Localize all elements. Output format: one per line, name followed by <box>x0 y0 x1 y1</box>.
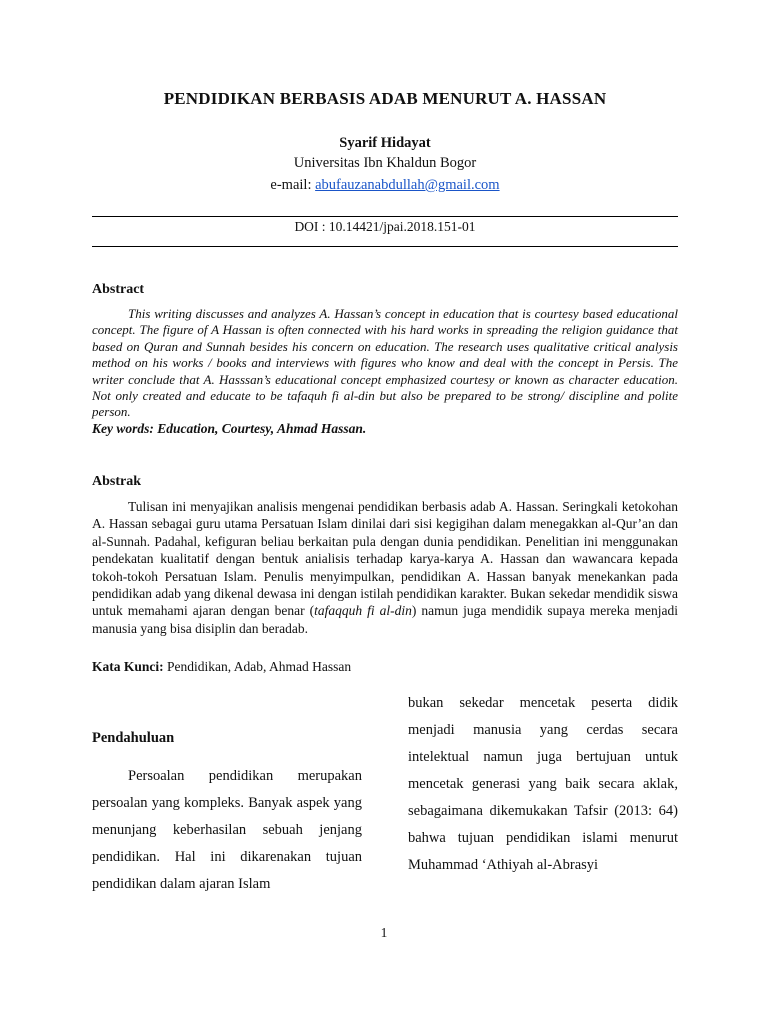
abstrak-text <box>92 498 678 637</box>
abstract-heading: Abstract <box>92 282 145 297</box>
kata-kunci-label: Kata Kunci: <box>92 659 164 674</box>
kata-kunci <box>92 659 678 675</box>
author-name: Syarif Hidayat <box>339 135 431 151</box>
abstrak-italic-term: tafaqquh fi al-din <box>314 603 412 619</box>
keywords: Key words: Education, Courtesy, Ahmad Hassan. <box>92 421 367 436</box>
doi-top-rule <box>92 216 678 217</box>
pendahuluan-heading: Pendahuluan <box>92 730 175 746</box>
right-column-text: bukan sekedar mencetak peserta didik menjadi manusia yang cerdas secara intelektual namun juga bertujuan untuk mencetak generasi yang baik secara aklak, sebagaimana dikemukakan Tafsir (2013: 64) bahwa tujuan pendidikan islami menurut Muhammad ‘Athiyah al-Abrasyi <box>408 695 678 873</box>
doi-bottom-rule <box>92 246 678 247</box>
abstrak-body-end: ) namun juga mendidik supaya mereka menjadi manusia yang bisa disiplin dan beradab. <box>92 603 679 636</box>
abstrak-heading: Abstrak <box>92 474 142 489</box>
email-label: e-mail: <box>270 177 316 193</box>
paper-title: PENDIDIKAN BERBASIS ADAB MENURUT A. HASSAN <box>163 89 607 108</box>
kata-kunci-values: Pendidikan, Adab, Ahmad Hassan <box>163 659 352 674</box>
author-affiliation: Universitas Ibn Khaldun Bogor <box>293 155 477 171</box>
email-link[interactable]: abufauzanabdullah@gmail.com <box>315 177 500 193</box>
email-line <box>92 177 678 194</box>
left-column-text: Persoalan pendidikan merupakan persoalan yang kompleks. Banyak aspek yang menunjang keberhasilan sebuah jenjang pendidikan. Hal ini dikarenakan tujuan pendidikan dalam ajaran Islam <box>92 768 362 892</box>
abstract-text: This writing discusses and analyzes A. Hassan’s concept in education that is courtesy based educational concept. The figure of A Hassan is often connected with his hard works in spreading the religion guidance that based on Quran and Sunnah besides his concern on education. The research uses qualitative critical analysis method on his works / books and interviews with figures who know and deal with the concept in Persis. The writer conclude that A. Hasssan’s educational concept emphasized courtesy or known as character education. Not only created and educate to be tafaquh fi al-din but also be prepared to be strong/ discipline and polite person. <box>92 306 678 420</box>
abstrak-body: Tulisan ini menyajikan analisis mengenai pendidikan berbasis adab A. Hassan. Seringkali ketokohan A. Hassan sebagai guru utama Persatuan Islam dinilai dari sisi kegigihan dalam menegakkan al-Qur’an dan al-Sunnah. Padahal, kefiguran beliau berkaitan pula dengan dunia pendidikan. Penelitian ini menggunakan pendekatan kualitatif dengan bentuk anialisis terhadap karya-karya A. Hassan dan wawancara kepada tokoh-tokoh Persatuan Islam. Penulis menyimpulkan, pendidikan A. Hassan banyak menekankan pada pendidikan adab yang dikenal dewasa ini dengan istilah pendidikan karakter. Bukan sekedar mendidik siswa untuk memahami ajaran dengan benar ( <box>92 499 678 619</box>
doi: DOI : 10.14421/jpai.2018.151-01 <box>294 219 476 234</box>
page-number: 1 <box>380 925 388 940</box>
